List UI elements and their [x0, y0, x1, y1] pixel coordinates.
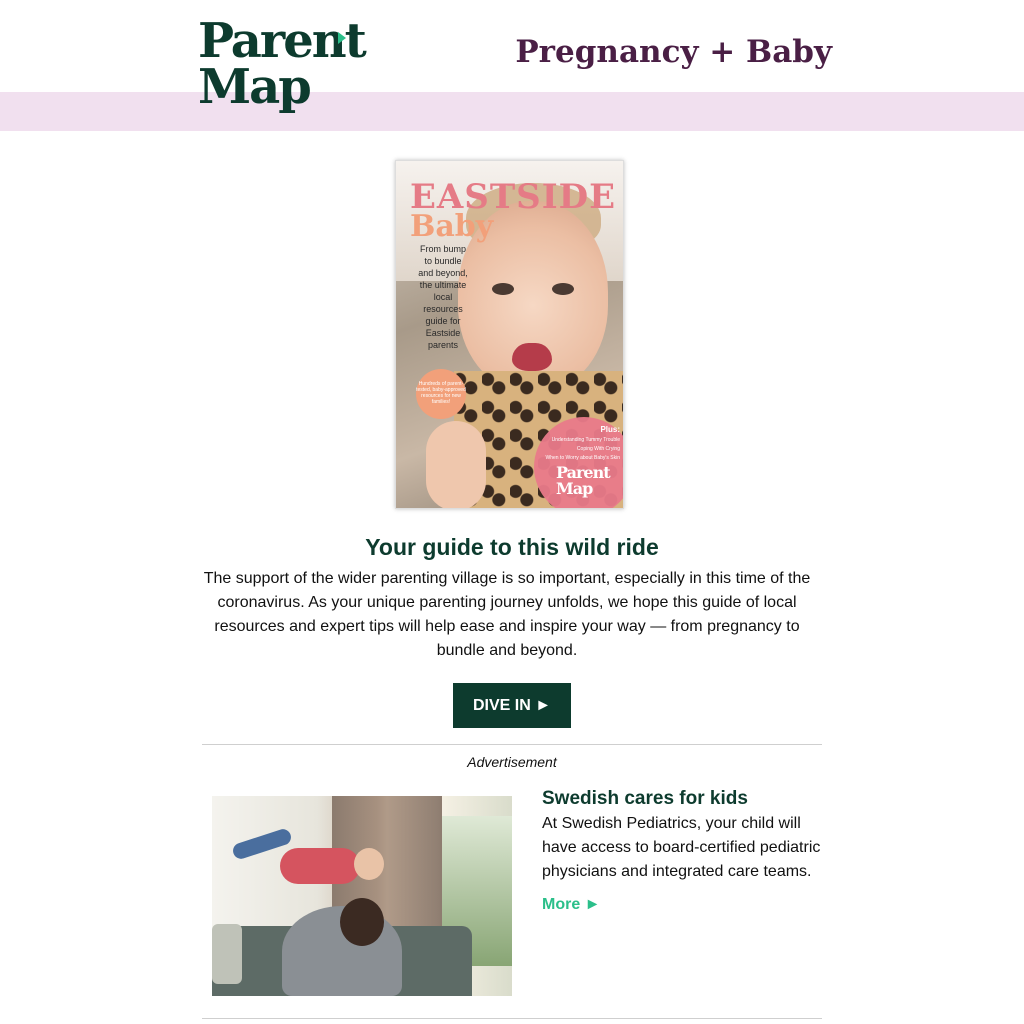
magazine-cover-image[interactable] — [395, 160, 624, 509]
ad-photo-pillow — [212, 924, 242, 984]
cover-blurb: From bump to bundle and beyond, the ultimate local resources guide for Eastside parents — [418, 244, 468, 350]
cover-logo-line-map: Map — [556, 479, 593, 498]
cover-plus-item: Coping With Crying — [576, 446, 620, 452]
header-band — [0, 92, 1024, 131]
cover-title-eastside: EASTSIDE — [410, 177, 617, 217]
cover-logo-line-parent: Parent — [556, 463, 610, 482]
guide-description: The support of the wider parenting village is so important, especially in this time of the coronavirus. As your unique parenting journey unfolds, we hope this guide of local resources and expert tips will help ease and inspire your way — from pregnancy to bundle and beyond. — [203, 570, 811, 659]
cover-parentmap-logo — [556, 465, 610, 497]
cover-plus-item: When to Worry about Baby's Skin — [545, 455, 620, 461]
cover-baby-mouth — [512, 343, 552, 371]
email-header — [0, 0, 1024, 115]
cover-plus-item: Understanding Tummy Trouble — [551, 437, 620, 443]
parentmap-logo[interactable] — [198, 13, 365, 120]
dive-in-button[interactable]: DIVE IN ► — [453, 683, 571, 728]
divider-bottom — [202, 1018, 822, 1019]
ad-photo-mother-child[interactable] — [212, 796, 512, 996]
section-title: Pregnancy + Baby — [515, 34, 832, 70]
ad-description: At Swedish Pediatrics, your child will have access to board-certified pediatric physicians and integrated care teams. — [542, 815, 821, 880]
logo-triangle-icon — [338, 32, 346, 44]
advertisement-label: Advertisement — [467, 754, 557, 770]
cover-baby-arm — [426, 421, 486, 509]
divider-top — [202, 744, 822, 745]
ad-photo-child-head — [354, 848, 384, 880]
guide-heading: Your guide to this wild ride — [365, 534, 659, 560]
logo-line-map: Map — [198, 59, 310, 115]
cover-title-baby: Baby — [410, 209, 494, 244]
cover-baby-eye-left — [492, 283, 514, 295]
cover-plus-list — [544, 425, 620, 463]
logo-line-parent: Parent — [198, 13, 365, 69]
cover-baby-eye-right — [552, 283, 574, 295]
ad-heading[interactable]: Swedish cares for kids — [542, 788, 748, 809]
ad-more-link[interactable]: More ► — [542, 896, 601, 913]
cover-plus-heading: Plus: — [600, 425, 620, 434]
ad-photo-mother-head — [340, 898, 384, 946]
cover-badge: Hundreds of parent-tested, baby-approved resources for new families! — [416, 369, 466, 419]
ad-photo-child — [280, 848, 360, 884]
